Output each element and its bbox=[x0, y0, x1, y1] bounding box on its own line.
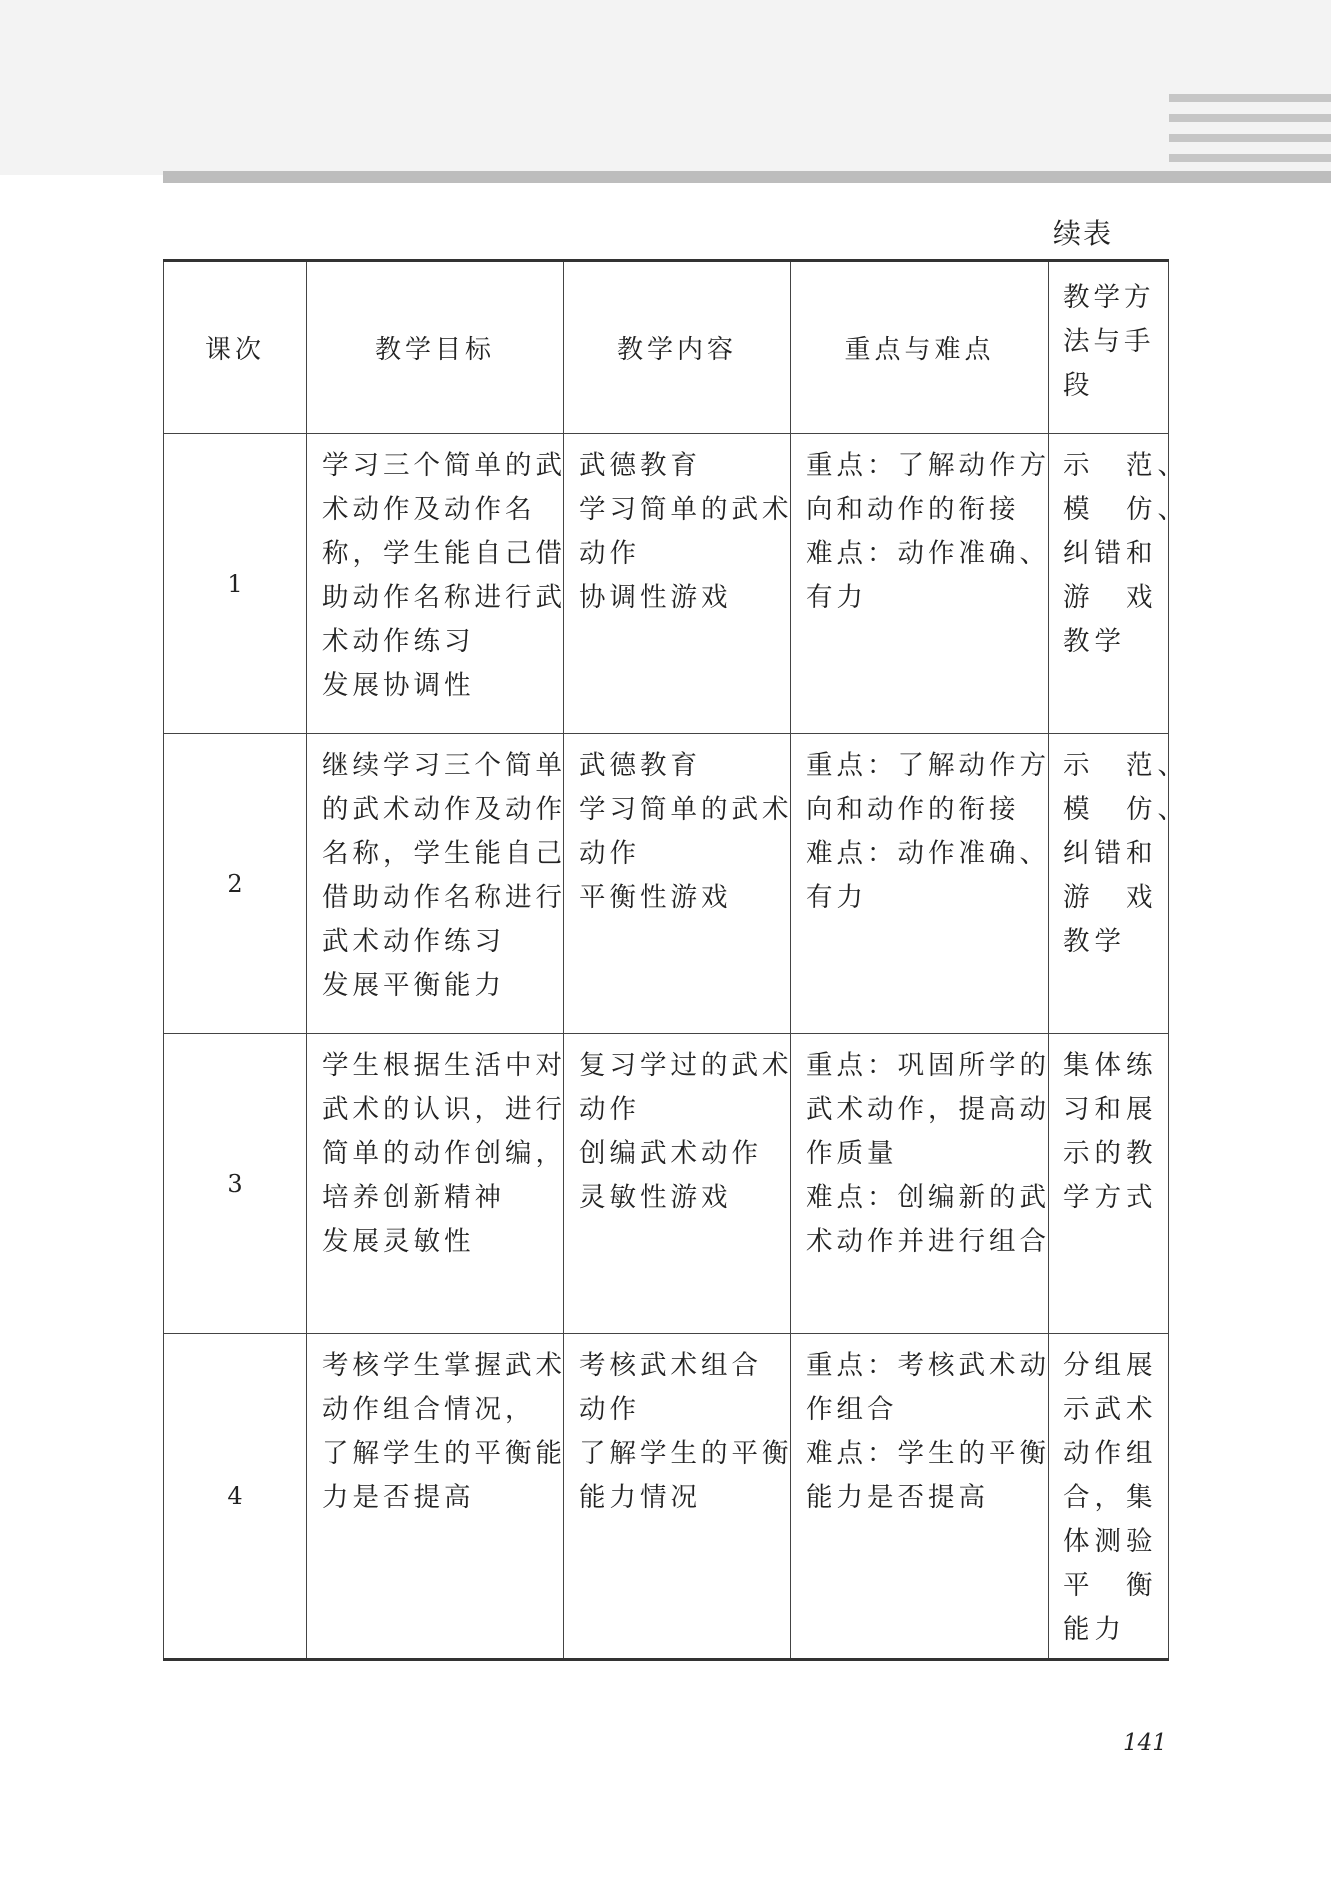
method-line: 能力 bbox=[1063, 1614, 1126, 1645]
goal-line: 培养创新精神 bbox=[322, 1182, 505, 1213]
table-row bbox=[164, 734, 1169, 1034]
focus-line: 有力 bbox=[806, 582, 867, 613]
goal-line: 发展灵敏性 bbox=[322, 1226, 475, 1257]
focus-line: 难点：动作准确、 bbox=[806, 538, 1050, 569]
header-band bbox=[0, 0, 1331, 175]
goal-line: 名称，学生能自己 bbox=[322, 838, 566, 869]
goal-line: 考核学生掌握武术 bbox=[322, 1350, 566, 1381]
method-line: 平 衡 bbox=[1063, 1570, 1158, 1601]
decorative-line bbox=[1169, 154, 1331, 162]
header-method-line: 教学方 bbox=[1063, 282, 1155, 313]
goal-cell bbox=[307, 434, 564, 734]
method-line: 模 仿、 bbox=[1063, 794, 1189, 825]
method-line: 示 范、 bbox=[1063, 750, 1189, 781]
content-line: 学习简单的武术 bbox=[579, 494, 793, 525]
focus-cell bbox=[791, 1034, 1049, 1334]
goal-line: 的武术动作及动作 bbox=[322, 794, 566, 825]
content-line: 复习学过的武术 bbox=[579, 1050, 793, 1081]
decorative-line bbox=[1169, 134, 1331, 142]
method-line: 纠错和 bbox=[1063, 538, 1158, 569]
method-line: 游 戏 bbox=[1063, 582, 1158, 613]
header-lesson-number: 课次 bbox=[164, 261, 307, 434]
content-cell bbox=[564, 1334, 791, 1660]
content-line: 能力情况 bbox=[579, 1482, 701, 1513]
goal-line: 学习三个简单的武 bbox=[322, 450, 566, 481]
goal-line: 借助动作名称进行 bbox=[322, 882, 566, 913]
header-teaching-method bbox=[1049, 261, 1169, 434]
page-number: 141 bbox=[1123, 1730, 1167, 1756]
goal-line: 力是否提高 bbox=[322, 1482, 475, 1513]
content-line: 武德教育 bbox=[579, 750, 701, 781]
goal-line: 助动作名称进行武 bbox=[322, 582, 566, 613]
goal-line: 学生根据生活中对 bbox=[322, 1050, 566, 1081]
method-line: 习和展 bbox=[1063, 1094, 1158, 1125]
content-line: 学习简单的武术 bbox=[579, 794, 793, 825]
focus-line: 向和动作的衔接 bbox=[806, 794, 1020, 825]
focus-line: 难点：动作准确、 bbox=[806, 838, 1050, 869]
goal-line: 发展平衡能力 bbox=[322, 970, 505, 1001]
header-focus-difficulty: 重点与难点 bbox=[791, 261, 1049, 434]
focus-cell bbox=[791, 734, 1049, 1034]
focus-line: 能力是否提高 bbox=[806, 1482, 989, 1513]
content-line: 协调性游戏 bbox=[579, 582, 732, 613]
table-row bbox=[164, 1034, 1169, 1334]
content-line: 创编武术动作 bbox=[579, 1138, 762, 1169]
header-teaching-goal: 教学目标 bbox=[307, 261, 564, 434]
focus-cell bbox=[791, 434, 1049, 734]
method-line: 教学 bbox=[1063, 626, 1126, 657]
method-line: 模 仿、 bbox=[1063, 494, 1189, 525]
focus-line: 向和动作的衔接 bbox=[806, 494, 1020, 525]
method-cell bbox=[1049, 434, 1189, 734]
method-cell bbox=[1049, 1034, 1169, 1334]
focus-line: 重点：了解动作方 bbox=[806, 450, 1050, 481]
header-method-line: 段 bbox=[1063, 370, 1094, 401]
focus-line: 重点：了解动作方 bbox=[806, 750, 1050, 781]
table-header-row bbox=[164, 261, 1169, 434]
decorative-line bbox=[1169, 114, 1331, 122]
method-line: 教学 bbox=[1063, 926, 1126, 957]
content-cell bbox=[564, 1034, 791, 1334]
goal-cell bbox=[307, 1034, 564, 1334]
content-line: 了解学生的平衡 bbox=[579, 1438, 793, 1469]
header-rule bbox=[163, 171, 1331, 183]
content-line: 动作 bbox=[579, 1394, 640, 1425]
goal-line: 术动作及动作名 bbox=[322, 494, 536, 525]
focus-line: 难点：创编新的武 bbox=[806, 1182, 1050, 1213]
goal-cell bbox=[307, 1334, 564, 1660]
method-line: 纠错和 bbox=[1063, 838, 1158, 869]
goal-line: 动作组合情况， bbox=[322, 1394, 536, 1425]
goal-line: 武术动作练习 bbox=[322, 926, 505, 957]
goal-line: 武术的认识，进行 bbox=[322, 1094, 566, 1125]
content-line: 灵敏性游戏 bbox=[579, 1182, 732, 1213]
method-line: 学方式 bbox=[1063, 1182, 1158, 1213]
focus-line: 难点：学生的平衡 bbox=[806, 1438, 1050, 1469]
focus-line: 作质量 bbox=[806, 1138, 898, 1169]
focus-line: 重点：巩固所学的 bbox=[806, 1050, 1050, 1081]
content-line: 动作 bbox=[579, 838, 640, 869]
focus-line: 作组合 bbox=[806, 1394, 898, 1425]
method-line: 示的教 bbox=[1063, 1138, 1158, 1169]
method-cell bbox=[1049, 1334, 1169, 1660]
lesson-number-cell: 3 bbox=[164, 1034, 307, 1334]
content-cell bbox=[564, 434, 791, 734]
focus-line: 术动作并进行组合 bbox=[806, 1226, 1050, 1257]
content-line: 动作 bbox=[579, 1094, 640, 1125]
focus-line: 重点：考核武术动 bbox=[806, 1350, 1050, 1381]
lesson-number-cell: 2 bbox=[164, 734, 307, 1034]
focus-cell bbox=[791, 1334, 1049, 1660]
method-line: 体测验 bbox=[1063, 1526, 1158, 1557]
lesson-number-cell: 4 bbox=[164, 1334, 307, 1660]
lesson-plan-table bbox=[163, 259, 1189, 1661]
method-line: 集体练 bbox=[1063, 1050, 1158, 1081]
method-cell bbox=[1049, 734, 1189, 1034]
method-line: 动作组 bbox=[1063, 1438, 1158, 1469]
goal-line: 称，学生能自己借 bbox=[322, 538, 566, 569]
header-teaching-content: 教学内容 bbox=[564, 261, 791, 434]
lesson-number-cell: 1 bbox=[164, 434, 307, 734]
continued-label: 续表 bbox=[1053, 217, 1114, 250]
method-line: 游 戏 bbox=[1063, 882, 1158, 913]
table-row bbox=[164, 1334, 1169, 1660]
content-line: 平衡性游戏 bbox=[579, 882, 732, 913]
goal-line: 了解学生的平衡能 bbox=[322, 1438, 566, 1469]
goal-line: 术动作练习 bbox=[322, 626, 475, 657]
content-line: 考核武术组合 bbox=[579, 1350, 762, 1381]
content-cell bbox=[564, 734, 791, 1034]
decorative-line bbox=[1169, 94, 1331, 102]
method-line: 示 范、 bbox=[1063, 450, 1189, 481]
content-line: 动作 bbox=[579, 538, 640, 569]
focus-line: 武术动作，提高动 bbox=[806, 1094, 1050, 1125]
focus-line: 有力 bbox=[806, 882, 867, 913]
table-row bbox=[164, 434, 1169, 734]
method-line: 合，集 bbox=[1063, 1482, 1158, 1513]
method-line: 分组展 bbox=[1063, 1350, 1158, 1381]
goal-cell bbox=[307, 734, 564, 1034]
goal-line: 继续学习三个简单 bbox=[322, 750, 566, 781]
goal-line: 简单的动作创编， bbox=[322, 1138, 566, 1169]
goal-line: 发展协调性 bbox=[322, 670, 475, 701]
content-line: 武德教育 bbox=[579, 450, 701, 481]
method-line: 示武术 bbox=[1063, 1394, 1158, 1425]
header-method-line: 法与手 bbox=[1063, 326, 1155, 357]
